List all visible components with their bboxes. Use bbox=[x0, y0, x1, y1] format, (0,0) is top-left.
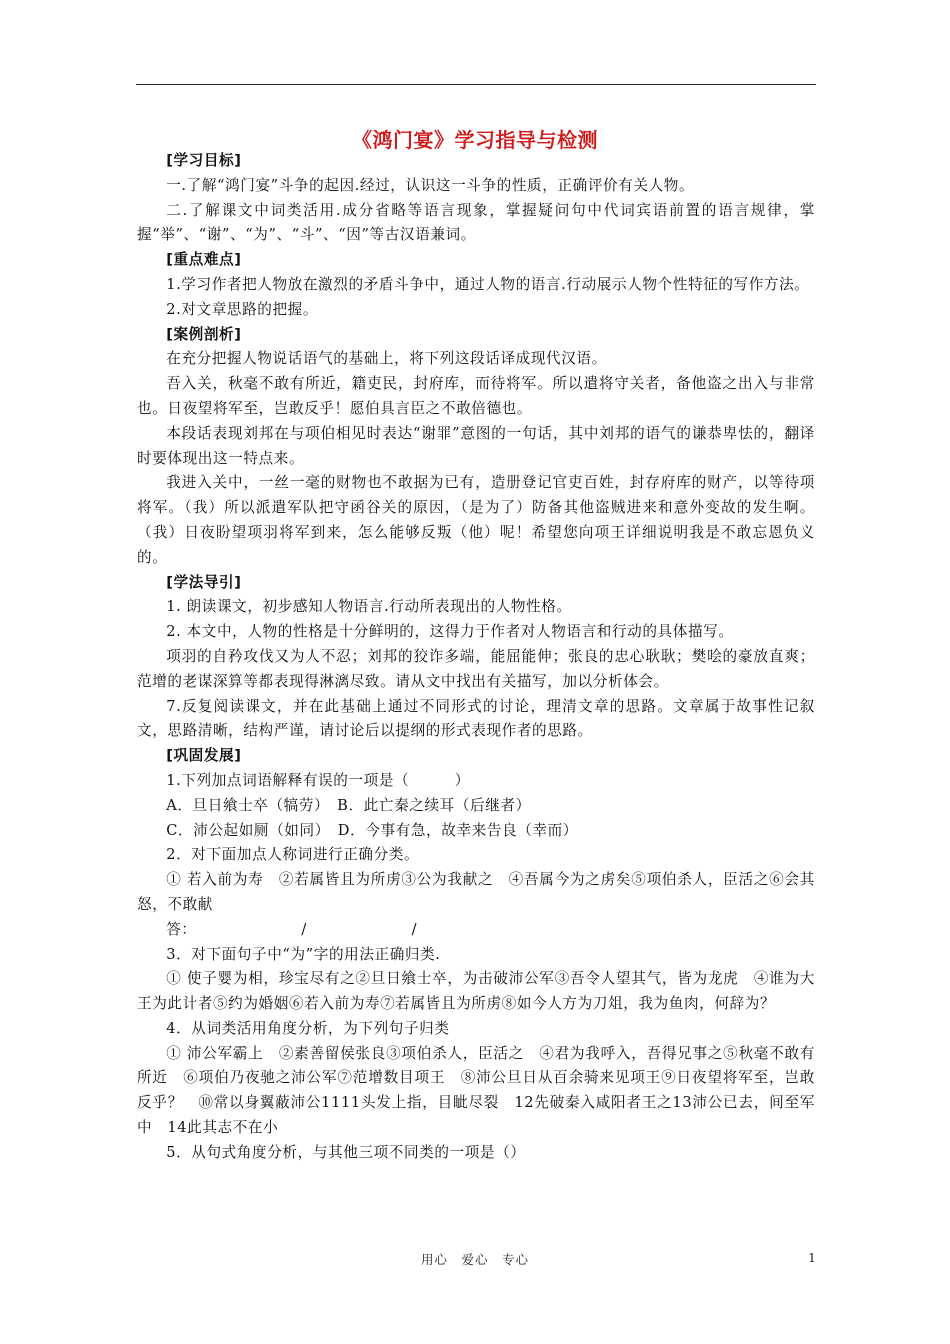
paragraph: 2.对文章思路的把握。 bbox=[166, 300, 319, 318]
question-3-items: ① 使子婴为相，珍宝尽有之②旦日飨士卒，为击破沛公军③吾令人望其气，皆为龙虎 ④谁为大王为此计者⑤约为婚姻⑥若入前为寿⑦若属皆且为所虏⑧如今人方为刀俎，我为鱼肉，何辞为？ bbox=[137, 970, 815, 1013]
paragraph: 7.反复阅读课文，并在此基础上通过不同形式的讨论，理清文章的思路。文章属于故事性记叙文，思路清晰，结构严谨，请讨论后以提纲的形式表现作者的思路。 bbox=[137, 697, 815, 740]
section-heading-method: [学法导引] bbox=[166, 573, 242, 591]
question-2: 2．对下面加点人称词进行正确分类。 bbox=[166, 846, 420, 864]
header-rule bbox=[136, 84, 816, 85]
question-1-options-ab: A．旦日飨士卒（犒劳） B．此亡秦之续耳（后继者） bbox=[166, 796, 531, 814]
question-5: 5．从句式角度分析，与其他三项不同类的一项是（） bbox=[166, 1143, 526, 1161]
document-title: 《鸿门宴》学习指导与检测 bbox=[352, 128, 598, 152]
paragraph: 2. 本文中，人物的性格是十分鲜明的，这得力于作者对人物语言和行动的具体描写。 bbox=[166, 623, 734, 641]
translation-paragraph: 我进入关中，一丝一毫的财物也不敢据为已有，造册登记官吏百姓，封存府库的财产，以等待项将军。（我）所以派遣军队把守函谷关的原因，（是为了）防备其他盗贼进来和意外变故的发生啊。（我）日夜盼望项羽将军到来，怎么能够反叛（他）呢！希望您向项王详细说明我是不敢忘恩负义的。 bbox=[137, 474, 815, 566]
paragraph: 二.了解课文中词类活用.成分省略等语言现象，掌握疑问句中代词宾语前置的语言规律，掌握“举”、“谢”、“为”、“斗”、“因”等古汉语兼词。 bbox=[137, 201, 815, 244]
classical-passage: 吾入关，秋毫不敢有所近，籍吏民，封府库，而待将军。所以遣将守关者，备他盗之出入与非常也。日夜望将军至，岂敢反乎！愿伯具言臣之不敢倍德也。 bbox=[137, 375, 815, 417]
question-4-items: ① 沛公军霸上 ②素善留侯张良③项伯杀人，臣活之 ④君为我呼入，吾得兄事之⑤秋毫不敢有所近 ⑥项伯乃夜驰之沛公军⑦范增数目项王 ⑧沛公旦日从百余骑来见项王⑨日夜望将军至，岂敢反乎？ ⑩常以身翼蔽沛公1111头发上指，目眦尽裂 12先破秦入咸阳者王之13沛公已去，间至军中 14此其志不在小 bbox=[137, 1044, 815, 1137]
paragraph: 本段话表现刘邦在与项伯相见时表达“谢罪”意图的一句话，其中刘邦的语气的谦恭卑怯的，翻译时要体现出这一特点来。 bbox=[137, 424, 815, 467]
question-2-answer-line: 答： / / bbox=[166, 920, 418, 938]
question-1-options-cd: C．沛公起如厕（如同） D．今事有急，故幸来告良（幸而） bbox=[166, 821, 578, 839]
paragraph: 一.了解“鸿门宴”斗争的起因.经过，认识这一斗争的性质，正确评价有关人物。 bbox=[166, 176, 695, 194]
question-1: 1.下列加点词语解释有误的一项是（ ） bbox=[166, 771, 470, 789]
section-heading-case: [案例剖析] bbox=[166, 325, 242, 343]
page-number: 1 bbox=[808, 1250, 816, 1265]
section-heading-goals: [学习目标] bbox=[166, 152, 242, 169]
footer-motto: 用心 爱心 专心 bbox=[420, 1252, 529, 1267]
paragraph: 项羽的自矜攻伐又为人不忍；刘邦的狡诈多端，能屈能伸；张良的忠心耿耿；樊哙的豪放直爽；范增的老谋深算等都表现得淋漓尽致。请从文中找出有关描写，加以分析体会。 bbox=[137, 647, 815, 690]
question-2-items: ① 若入前为寿 ②若属皆且为所虏③公为我献之 ④吾属今为之虏矣⑤项伯杀人，臣活之⑥会其怒，不敢献 bbox=[137, 871, 815, 913]
section-heading-key-points: [重点难点] bbox=[166, 251, 242, 269]
question-3: 3．对下面句子中“为”字的用法正确归类. bbox=[166, 945, 441, 963]
section-heading-practice: [巩固发展] bbox=[166, 747, 242, 765]
document-body bbox=[137, 149, 815, 1166]
paragraph: 1. 朗读课文，初步感知人物语言.行动所表现出的人物性格。 bbox=[166, 598, 572, 616]
question-4: 4．从词类活用角度分析，为下列句子归类 bbox=[166, 1019, 450, 1037]
paragraph: 在充分把握人物说话语气的基础上，将下列这段话译成现代汉语。 bbox=[166, 350, 607, 368]
paragraph: 1.学习作者把人物放在激烈的矛盾斗争中，通过人物的语言.行动展示人物个性特征的写作方法。 bbox=[166, 275, 810, 293]
